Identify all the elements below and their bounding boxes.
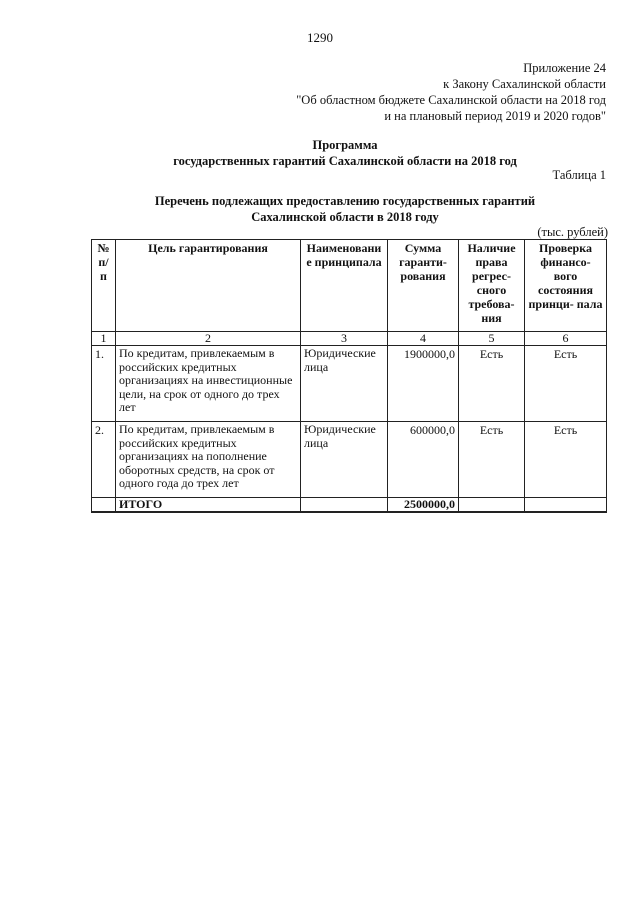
row-number: 1. [92, 346, 116, 422]
row-regress: Есть [459, 422, 525, 498]
appendix-line-1: Приложение 24 [523, 61, 606, 75]
list-title-line-2: Сахалинской области в 2018 году [251, 210, 439, 224]
header-goal: Цель гарантирования [116, 240, 301, 332]
appendix-line-4: и на плановый период 2019 и 2020 годов" [384, 109, 606, 123]
table-row [92, 346, 607, 422]
total-row [92, 498, 607, 513]
total-empty-cell [459, 498, 525, 513]
row-goal: По кредитам, привлекаемым в российских кредитных организациях на инвестиционные цели, на срок от одного до трех лет [116, 346, 301, 422]
total-empty-cell [525, 498, 607, 513]
header-sum: Сумма гаранти- рования [388, 240, 459, 332]
column-number: 2 [116, 332, 301, 346]
column-number: 6 [525, 332, 607, 346]
row-check: Есть [525, 346, 607, 422]
row-number: 2. [92, 422, 116, 498]
units-label: (тыс. рублей) [537, 225, 608, 239]
total-label: ИТОГО [116, 498, 301, 513]
guarantees-table [91, 239, 607, 513]
header-principal: Наименовани е принципала [301, 240, 388, 332]
row-goal: По кредитам, привлекаемым в российских кредитных организациях на пополнение оборотных средств, на срок от одного года до трех лет [116, 422, 301, 498]
table-row [92, 422, 607, 498]
table-label: Таблица 1 [552, 168, 606, 182]
row-regress: Есть [459, 346, 525, 422]
program-title-line-1: Программа [312, 138, 378, 152]
header-check: Проверка финансо- вого состояния принци- пала [525, 240, 607, 332]
column-number: 4 [388, 332, 459, 346]
column-number-row [92, 332, 607, 346]
total-sum: 2500000,0 [388, 498, 459, 513]
program-title [0, 137, 640, 169]
row-sum: 600000,0 [388, 422, 459, 498]
total-empty-cell [301, 498, 388, 513]
total-empty-cell [92, 498, 116, 513]
row-check: Есть [525, 422, 607, 498]
column-number: 3 [301, 332, 388, 346]
page-number: 1290 [307, 30, 333, 45]
column-number: 1 [92, 332, 116, 346]
appendix-line-2: к Закону Сахалинской области [443, 77, 606, 91]
list-title-line-1: Перечень подлежащих предоставлению государственных гарантий [154, 194, 536, 208]
row-principal: Юридические лица [301, 346, 388, 422]
row-sum: 1900000,0 [388, 346, 459, 422]
appendix-header [296, 60, 606, 124]
header-no: № п/п [92, 240, 116, 332]
appendix-line-3: "Об областном бюджете Сахалинской области на 2018 год [296, 93, 606, 107]
program-title-line-2: государственных гарантий Сахалинской области на 2018 год [173, 154, 517, 168]
table-header-row [92, 240, 607, 332]
list-title [0, 193, 640, 225]
header-regress: Наличие права регрес- сного требова- ния [459, 240, 525, 332]
row-principal: Юридические лица [301, 422, 388, 498]
column-number: 5 [459, 332, 525, 346]
